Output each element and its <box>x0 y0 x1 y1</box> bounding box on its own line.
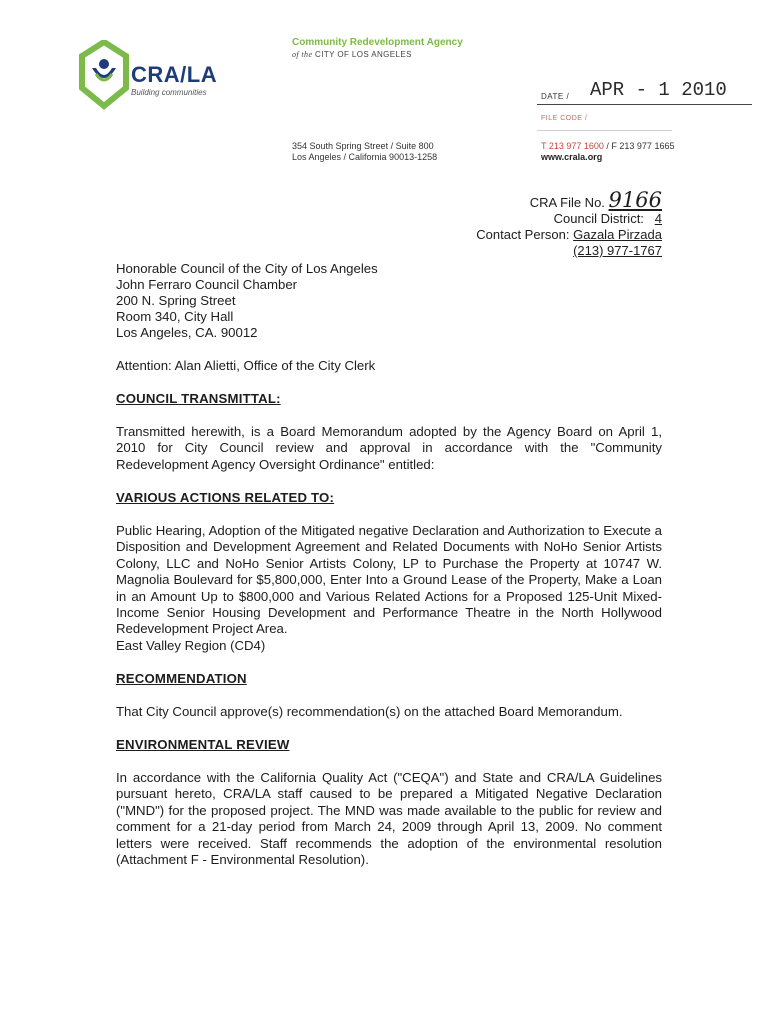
date-label: DATE / <box>541 92 570 101</box>
phone-fax <box>541 141 674 151</box>
logo-tagline: Building communities <box>131 88 207 97</box>
address-line-2: Los Angeles / California 90013-1258 <box>292 152 438 162</box>
region-line: East Valley Region (CD4) <box>116 638 266 653</box>
environmental-heading: ENVIRONMENTAL REVIEW <box>116 737 290 752</box>
district-label: Council District: <box>553 211 644 226</box>
council-district <box>554 211 662 226</box>
environmental-paragraph: In accordance with the California Quality Act ("CEQA") and State and CRA/LA Guidelines pursuant hereto, CRA/LA staff caused to be prepared a Mitigated Negative Declaration ("MND") for the proposed project. The MND was made available to the public for review and comment for a 21-day period from March 24, 2009 through April 13, 2009. No comment letters were received. Staff recommends the adoption of the environmental resolution (Attachment F - Environmental Resolution). <box>116 770 662 868</box>
website: www.crala.org <box>541 152 603 162</box>
agency-city-name: CITY OF LOS ANGELES <box>315 50 412 59</box>
logo-wordmark: CRA/LA <box>131 62 218 87</box>
contact-label: Contact Person: <box>476 227 570 242</box>
agency-name: Community Redevelopment Agency <box>292 37 463 48</box>
contact-phone: (213) 977-1767 <box>573 243 662 258</box>
transmittal-paragraph: Transmitted herewith, is a Board Memorandum adopted by the Agency Board on April 1, 2010 for City Council review and approval in accordance with the "Community Redevelopment Agency Oversight Ordinance" entitled: <box>116 424 662 472</box>
file-no-value: 9166 <box>608 188 662 212</box>
date-stamp: APR - 1 2010 <box>590 79 727 101</box>
recipient-line-1: Honorable Council of the City of Los Angeles <box>116 261 378 276</box>
date-rule <box>537 104 752 105</box>
recipient-line-2: John Ferraro Council Chamber <box>116 277 298 292</box>
transmittal-heading: COUNCIL TRANSMITTAL: <box>116 391 281 406</box>
recipient-line-5: Los Angeles, CA. 90012 <box>116 325 258 340</box>
cra-file-no <box>530 188 662 212</box>
file-no-label: CRA File No. <box>529 195 605 210</box>
attention-line: Attention: Alan Alietti, Office of the City Clerk <box>116 358 376 373</box>
various-actions-paragraph: Public Hearing, Adoption of the Mitigated negative Declaration and Authorization to Execute a Disposition and Development Agreement and Related Documents with NoHo Senior Artists Colony, LLC and NoHo Senior Artists Colony, LP to Purchase the Property at 10747 W. Magnolia Boulevard for $5,800,000, Enter Into a Ground Lease of the Property, Make a Loan in an Amount Up to $800,000 and Various Related Actions for a Proposed 125-Unit Mixed-Income Senior Housing Development and Performance Theatre in the North Hollywood Redevelopment Project Area. <box>116 523 662 637</box>
recipient-line-3: 200 N. Spring Street <box>116 293 236 308</box>
district-value: 4 <box>654 211 662 226</box>
contact-person <box>476 227 662 242</box>
agency-city <box>292 50 412 59</box>
various-actions-heading: VARIOUS ACTIONS RELATED TO: <box>116 490 335 505</box>
fax-number: / F 213 977 1665 <box>606 141 675 151</box>
recommendation-heading: RECOMMENDATION <box>116 671 247 686</box>
phone-number: T 213 977 1600 <box>541 141 604 151</box>
contact-name: Gazala Pirzada <box>573 227 662 242</box>
recommendation-text: That City Council approve(s) recommendation(s) on the attached Board Memorandum. <box>116 704 623 719</box>
file-code-rule <box>537 130 672 131</box>
file-code-label: FILE CODE / <box>541 115 588 122</box>
address-line-1: 354 South Spring Street / Suite 800 <box>292 141 434 151</box>
cra-la-logo-icon <box>78 40 130 110</box>
recipient-line-4: Room 340, City Hall <box>116 309 234 324</box>
agency-of: of the <box>292 50 313 59</box>
